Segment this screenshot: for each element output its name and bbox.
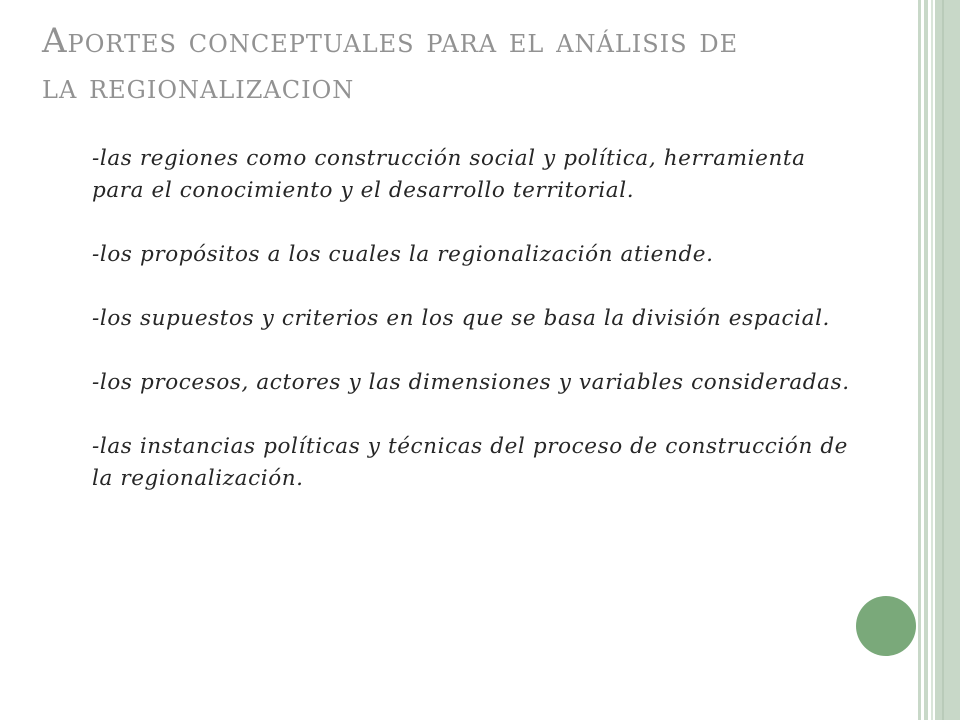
paragraph-supuestos: -los supuestos y criterios en los que se basa la división espacial. xyxy=(92,306,830,331)
slide-title-line-2: la regionalizacion xyxy=(42,67,355,107)
slide-title-line-1: Aportes conceptuales para el análisis de xyxy=(42,21,739,61)
paragraph-procesos: -los procesos, actores y las dimensiones y variables consideradas. xyxy=(92,370,850,395)
decorative-circle xyxy=(856,596,916,656)
decorative-stripe xyxy=(924,0,928,720)
decorative-stripe xyxy=(935,0,960,720)
decorative-stripe xyxy=(931,0,933,720)
slide-body xyxy=(92,143,852,495)
paragraph-instancias: -las instancias políticas y técnicas del proceso de construcción de la regionalización. xyxy=(92,434,849,491)
decorative-stripe xyxy=(918,0,921,720)
slide-title xyxy=(42,18,902,110)
decorative-stripe xyxy=(942,0,944,720)
paragraph-propositos: -los propósitos a los cuales la regionalización atiende. xyxy=(92,242,714,267)
paragraph-regiones: -las regiones como construcción social y política, herramienta para el conocimiento y el desarrollo territorial. xyxy=(92,146,806,203)
